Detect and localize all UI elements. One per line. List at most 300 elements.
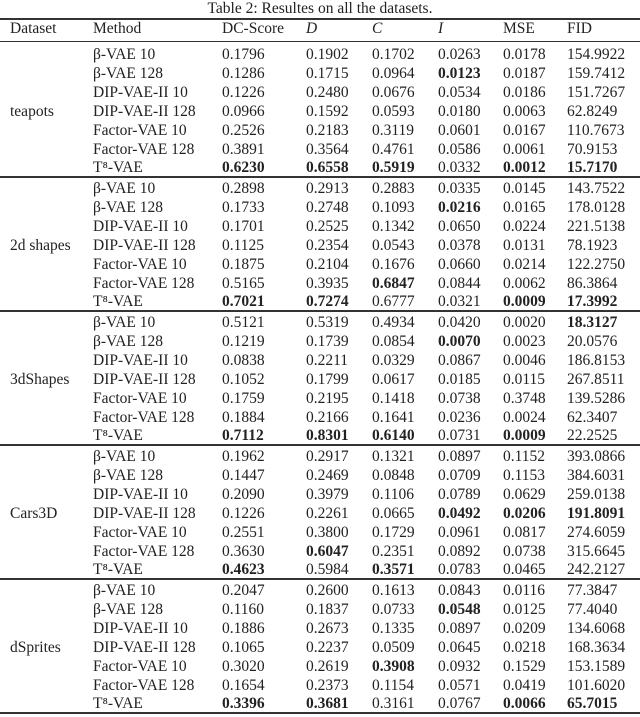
value-cell: 0.0783 — [438, 561, 481, 579]
value-cell: 0.1153 — [503, 466, 546, 484]
method-cell: Factor-VAE 128 — [93, 542, 195, 560]
value-cell: 18.3127 — [567, 314, 618, 331]
method-cell: Factor-VAE 128 — [93, 140, 195, 158]
value-cell: 0.2526 — [222, 121, 265, 139]
value-cell: 0.3020 — [222, 657, 265, 675]
value-cell: 86.3864 — [567, 274, 618, 292]
table-row — [0, 313, 640, 332]
method-cell: T⁸-VAE — [93, 427, 143, 445]
value-cell: 0.1160 — [222, 600, 265, 618]
method-cell: DIP-VAE-II 10 — [93, 485, 188, 503]
value-cell: 0.5319 — [306, 314, 349, 331]
value-cell: 0.0419 — [503, 676, 546, 694]
table-row — [0, 560, 640, 579]
value-cell: 191.8091 — [567, 504, 626, 522]
method-cell: β-VAE 128 — [93, 466, 164, 484]
method-cell: β-VAE 10 — [93, 46, 156, 63]
method-cell: β-VAE 128 — [93, 600, 164, 618]
method-cell: β-VAE 10 — [93, 314, 156, 331]
table-row — [0, 657, 640, 676]
header-method: Method — [93, 20, 142, 37]
value-cell: 0.3891 — [222, 140, 265, 158]
value-cell: 0.1641 — [372, 408, 415, 426]
value-cell: 0.0335 — [438, 180, 481, 197]
value-cell: 17.3992 — [567, 293, 618, 311]
value-cell: 143.7522 — [567, 180, 626, 197]
value-cell: 0.1226 — [222, 504, 265, 522]
table-row — [0, 389, 640, 408]
value-cell: 70.9153 — [567, 140, 618, 158]
dataset-label: 2d shapes — [10, 236, 71, 254]
value-cell: 0.0115 — [503, 370, 546, 388]
value-cell: 0.0165 — [503, 198, 546, 216]
value-cell: 0.5919 — [372, 159, 415, 177]
value-cell: 0.0617 — [372, 370, 415, 388]
dataset-label: Cars3D — [10, 504, 58, 522]
value-cell: 0.0329 — [372, 351, 415, 369]
value-cell: 0.0843 — [438, 582, 481, 599]
value-cell: 101.6020 — [567, 676, 626, 694]
table-row — [0, 45, 640, 64]
value-cell: 0.2883 — [372, 180, 415, 197]
value-cell: 0.1335 — [372, 619, 415, 637]
value-cell: 0.2351 — [372, 542, 415, 560]
value-cell: 0.2917 — [306, 448, 349, 465]
value-cell: 0.0224 — [503, 217, 546, 235]
method-cell: DIP-VAE-II 128 — [93, 236, 196, 254]
method-cell: β-VAE 10 — [93, 582, 156, 599]
header-dc-score: DC-Score — [222, 20, 284, 37]
value-cell: 0.1065 — [222, 638, 265, 656]
value-cell: 139.5286 — [567, 389, 626, 407]
value-cell: 0.0738 — [438, 389, 481, 407]
value-cell: 0.1702 — [372, 46, 415, 63]
value-cell: 267.8511 — [567, 370, 625, 388]
value-cell: 0.0665 — [372, 504, 415, 522]
value-cell: 0.0061 — [503, 140, 546, 158]
value-cell: 0.1676 — [372, 255, 415, 273]
value-cell: 22.2525 — [567, 427, 618, 445]
value-cell: 0.1125 — [222, 236, 265, 254]
value-cell: 178.0128 — [567, 198, 626, 216]
value-cell: 0.1447 — [222, 466, 265, 484]
method-cell: T⁸-VAE — [93, 561, 143, 579]
value-cell: 0.1418 — [372, 389, 415, 407]
value-cell: 0.0187 — [503, 64, 546, 82]
value-cell: 0.0236 — [438, 408, 481, 426]
value-cell: 0.0593 — [372, 102, 415, 120]
table-row — [0, 638, 640, 657]
value-cell: 0.0145 — [503, 180, 546, 197]
table-row — [0, 140, 640, 159]
value-cell: 0.0548 — [438, 600, 481, 618]
header-rule — [0, 41, 640, 42]
value-cell: 0.3800 — [306, 523, 349, 541]
value-cell: 0.0070 — [438, 332, 481, 350]
value-cell: 0.1729 — [372, 523, 415, 541]
method-cell: Factor-VAE 128 — [93, 408, 195, 426]
value-cell: 0.0214 — [503, 255, 546, 273]
table-row — [0, 64, 640, 83]
table-row — [0, 292, 640, 311]
value-cell: 0.0185 — [438, 370, 481, 388]
table-row — [0, 83, 640, 102]
value-cell: 186.8153 — [567, 351, 626, 369]
table-row — [0, 274, 640, 293]
method-cell: Factor-VAE 10 — [93, 657, 187, 675]
value-cell: 0.3908 — [372, 657, 415, 675]
value-cell: 0.2211 — [306, 351, 349, 369]
value-cell: 0.0738 — [503, 542, 546, 560]
value-cell: 0.1226 — [222, 83, 265, 101]
method-cell: β-VAE 128 — [93, 198, 164, 216]
value-cell: 77.4040 — [567, 600, 618, 618]
value-cell: 0.1052 — [222, 370, 265, 388]
value-cell: 0.0009 — [503, 293, 546, 311]
table-row — [0, 121, 640, 140]
value-cell: 20.0576 — [567, 332, 618, 350]
value-cell: 0.1219 — [222, 332, 265, 350]
method-cell: Factor-VAE 128 — [93, 274, 195, 292]
value-cell: 0.0961 — [438, 523, 481, 541]
value-cell: 0.0848 — [372, 466, 415, 484]
method-cell: Factor-VAE 10 — [93, 255, 187, 273]
table-row — [0, 236, 640, 255]
table-row — [0, 426, 640, 445]
method-cell: DIP-VAE-II 10 — [93, 217, 188, 235]
method-cell: DIP-VAE-II 10 — [93, 83, 188, 101]
value-cell: 0.1733 — [222, 198, 265, 216]
value-cell: 0.0709 — [438, 466, 481, 484]
value-cell: 0.4623 — [222, 561, 265, 579]
value-cell: 0.1613 — [372, 582, 415, 599]
value-cell: 0.6230 — [222, 159, 265, 177]
value-cell: 0.7274 — [306, 293, 349, 311]
value-cell: 0.1875 — [222, 255, 265, 273]
value-cell: 65.7015 — [567, 695, 618, 713]
value-cell: 0.2525 — [306, 217, 349, 235]
table-row — [0, 694, 640, 713]
group-rule — [0, 444, 640, 446]
value-cell: 0.0660 — [438, 255, 481, 273]
table-row — [0, 447, 640, 466]
group-rule — [0, 578, 640, 580]
value-cell: 0.2898 — [222, 180, 265, 197]
value-cell: 0.1286 — [222, 64, 265, 82]
table-row — [0, 523, 640, 542]
value-cell: 0.1902 — [306, 46, 349, 63]
dataset-label: dSprites — [10, 638, 61, 656]
value-cell: 0.7112 — [222, 427, 264, 445]
value-cell: 0.2183 — [306, 121, 349, 139]
value-cell: 0.0218 — [503, 638, 546, 656]
method-cell: T⁸-VAE — [93, 695, 143, 713]
value-cell: 0.3119 — [372, 121, 415, 139]
value-cell: 0.0009 — [503, 427, 546, 445]
table-row — [0, 600, 640, 619]
method-cell: β-VAE 10 — [93, 180, 156, 197]
value-cell: 0.0209 — [503, 619, 546, 637]
value-cell: 0.1837 — [306, 600, 349, 618]
value-cell: 0.7021 — [222, 293, 265, 311]
table-row — [0, 542, 640, 561]
value-cell: 0.0645 — [438, 638, 481, 656]
value-cell: 0.2195 — [306, 389, 349, 407]
value-cell: 0.0178 — [503, 46, 546, 63]
value-cell: 0.4761 — [372, 140, 415, 158]
value-cell: 0.6047 — [306, 542, 349, 560]
value-cell: 0.2913 — [306, 180, 349, 197]
dataset-label: 3dShapes — [10, 370, 70, 388]
value-cell: 153.1589 — [567, 657, 626, 675]
value-cell: 0.6847 — [372, 274, 415, 292]
value-cell: 0.0066 — [503, 695, 546, 713]
value-cell: 0.1884 — [222, 408, 265, 426]
value-cell: 0.0263 — [438, 46, 481, 63]
value-cell: 0.0817 — [503, 523, 546, 541]
value-cell: 0.0844 — [438, 274, 481, 292]
value-cell: 0.2619 — [306, 657, 349, 675]
value-cell: 0.2104 — [306, 255, 349, 273]
value-cell: 0.0332 — [438, 159, 481, 177]
header-dataset: Dataset — [10, 20, 57, 37]
value-cell: 0.1739 — [306, 332, 349, 350]
value-cell: 0.0932 — [438, 657, 481, 675]
value-cell: 221.5138 — [567, 217, 626, 235]
value-cell: 0.0601 — [438, 121, 481, 139]
value-cell: 0.3979 — [306, 485, 349, 503]
value-cell: 0.0167 — [503, 121, 546, 139]
method-cell: β-VAE 10 — [93, 448, 156, 465]
value-cell: 259.0138 — [567, 485, 626, 503]
value-cell: 0.1701 — [222, 217, 265, 235]
value-cell: 0.2261 — [306, 504, 349, 522]
value-cell: 0.2480 — [306, 83, 349, 101]
value-cell: 274.6059 — [567, 523, 626, 541]
value-cell: 0.0420 — [438, 314, 481, 331]
group-rule — [0, 310, 640, 312]
method-cell: DIP-VAE-II 10 — [93, 619, 188, 637]
value-cell: 0.0378 — [438, 236, 481, 254]
value-cell: 0.0063 — [503, 102, 546, 120]
header-fid: FID — [567, 20, 592, 37]
value-cell: 0.5984 — [306, 561, 349, 579]
table-row — [0, 351, 640, 370]
value-cell: 0.2047 — [222, 582, 265, 599]
value-cell: 0.0543 — [372, 236, 415, 254]
value-cell: 0.1152 — [503, 448, 546, 465]
value-cell: 0.2469 — [306, 466, 349, 484]
value-cell: 0.1654 — [222, 676, 265, 694]
value-cell: 0.3396 — [222, 695, 265, 713]
value-cell: 0.0023 — [503, 332, 546, 350]
value-cell: 62.3407 — [567, 408, 618, 426]
value-cell: 0.0216 — [438, 198, 481, 216]
value-cell: 0.3161 — [372, 695, 415, 713]
value-cell: 0.1796 — [222, 46, 265, 63]
value-cell: 0.2673 — [306, 619, 349, 637]
value-cell: 0.1799 — [306, 370, 349, 388]
value-cell: 0.0767 — [438, 695, 481, 713]
value-cell: 154.9922 — [567, 46, 626, 63]
method-cell: DIP-VAE-II 128 — [93, 504, 196, 522]
method-cell: T⁸-VAE — [93, 159, 143, 177]
header-d: D — [306, 20, 318, 37]
method-cell: DIP-VAE-II 128 — [93, 370, 196, 388]
value-cell: 77.3847 — [567, 582, 618, 599]
value-cell: 0.0733 — [372, 600, 415, 618]
table-row — [0, 102, 640, 121]
value-cell: 0.0024 — [503, 408, 546, 426]
value-cell: 0.1592 — [306, 102, 349, 120]
header-mse: MSE — [503, 20, 535, 37]
value-cell: 0.1715 — [306, 64, 349, 82]
value-cell: 0.0731 — [438, 427, 481, 445]
value-cell: 0.1342 — [372, 217, 415, 235]
header-c: C — [372, 20, 383, 37]
value-cell: 15.7170 — [567, 159, 618, 177]
table-row — [0, 619, 640, 638]
table-caption: Table 2: Resultes on all the datasets. — [207, 0, 433, 17]
table-row — [0, 676, 640, 695]
value-cell: 0.3564 — [306, 140, 349, 158]
table-row — [0, 504, 640, 523]
value-cell: 0.0062 — [503, 274, 546, 292]
value-cell: 0.5121 — [222, 314, 265, 331]
value-cell: 0.6777 — [372, 293, 415, 311]
value-cell: 0.0892 — [438, 542, 481, 560]
value-cell: 0.5165 — [222, 274, 265, 292]
value-cell: 122.2750 — [567, 255, 626, 273]
value-cell: 0.0571 — [438, 676, 481, 694]
method-cell: β-VAE 128 — [93, 64, 164, 82]
dataset-label: teapots — [10, 102, 54, 120]
method-cell: Factor-VAE 10 — [93, 121, 187, 139]
value-cell: 0.0321 — [438, 293, 481, 311]
value-cell: 0.2373 — [306, 676, 349, 694]
header-row — [0, 19, 640, 38]
value-cell: 0.3681 — [306, 695, 349, 713]
value-cell: 0.2748 — [306, 198, 349, 216]
value-cell: 0.0586 — [438, 140, 481, 158]
value-cell: 168.3634 — [567, 638, 626, 656]
value-cell: 0.0838 — [222, 351, 265, 369]
value-cell: 0.0964 — [372, 64, 415, 82]
table-row — [0, 179, 640, 198]
table-row — [0, 485, 640, 504]
value-cell: 0.2090 — [222, 485, 265, 503]
value-cell: 0.0854 — [372, 332, 415, 350]
value-cell: 0.6558 — [306, 159, 349, 177]
value-cell: 0.0123 — [438, 64, 481, 82]
method-cell: DIP-VAE-II 128 — [93, 102, 196, 120]
value-cell: 0.6140 — [372, 427, 415, 445]
value-cell: 0.0125 — [503, 600, 546, 618]
method-cell: DIP-VAE-II 128 — [93, 638, 196, 656]
value-cell: 134.6068 — [567, 619, 626, 637]
value-cell: 0.3571 — [372, 561, 415, 579]
method-cell: DIP-VAE-II 10 — [93, 351, 188, 369]
value-cell: 0.0534 — [438, 83, 481, 101]
table-row — [0, 255, 640, 274]
value-cell: 0.3630 — [222, 542, 265, 560]
group-rule — [0, 176, 640, 178]
value-cell: 0.1154 — [372, 676, 415, 694]
value-cell: 0.1759 — [222, 389, 265, 407]
value-cell: 0.0867 — [438, 351, 481, 369]
value-cell: 159.7412 — [567, 64, 626, 82]
value-cell: 0.0492 — [438, 504, 481, 522]
table-row — [0, 217, 640, 236]
value-cell: 0.2354 — [306, 236, 349, 254]
method-cell: T⁸-VAE — [93, 293, 143, 311]
value-cell: 0.1886 — [222, 619, 265, 637]
value-cell: 0.0020 — [503, 314, 546, 331]
value-cell: 151.7267 — [567, 83, 626, 101]
value-cell: 0.1106 — [372, 485, 415, 503]
value-cell: 393.0866 — [567, 448, 626, 465]
value-cell: 110.7673 — [567, 121, 625, 139]
value-cell: 0.0465 — [503, 561, 546, 579]
value-cell: 0.0046 — [503, 351, 546, 369]
table-row — [0, 158, 640, 177]
method-cell: Factor-VAE 128 — [93, 676, 195, 694]
bottom-rule — [0, 712, 640, 714]
table-row — [0, 581, 640, 600]
value-cell: 0.0180 — [438, 102, 481, 120]
value-cell: 384.6031 — [567, 466, 626, 484]
value-cell: 0.0116 — [503, 582, 546, 599]
table-row — [0, 466, 640, 485]
method-cell: Factor-VAE 10 — [93, 523, 187, 541]
value-cell: 0.1321 — [372, 448, 415, 465]
value-cell: 78.1923 — [567, 236, 618, 254]
value-cell: 0.0966 — [222, 102, 265, 120]
value-cell: 0.0012 — [503, 159, 546, 177]
method-cell: Factor-VAE 10 — [93, 389, 187, 407]
value-cell: 0.0509 — [372, 638, 415, 656]
value-cell: 315.6645 — [567, 542, 626, 560]
table-row — [0, 408, 640, 427]
method-cell: β-VAE 128 — [93, 332, 164, 350]
value-cell: 62.8249 — [567, 102, 618, 120]
value-cell: 0.0676 — [372, 83, 415, 101]
table-row — [0, 198, 640, 217]
value-cell: 0.0897 — [438, 619, 481, 637]
value-cell: 0.2237 — [306, 638, 349, 656]
value-cell: 0.2600 — [306, 582, 349, 599]
value-cell: 0.0131 — [503, 236, 546, 254]
header-i: I — [438, 20, 444, 37]
value-cell: 0.1093 — [372, 198, 415, 216]
value-cell: 0.4934 — [372, 314, 415, 331]
value-cell: 0.0629 — [503, 485, 546, 503]
value-cell: 0.1962 — [222, 448, 265, 465]
value-cell: 0.8301 — [306, 427, 349, 445]
table-row — [0, 370, 640, 389]
value-cell: 0.3748 — [503, 389, 546, 407]
value-cell: 0.0897 — [438, 448, 481, 465]
value-cell: 0.0186 — [503, 83, 546, 101]
value-cell: 0.2551 — [222, 523, 265, 541]
table-row — [0, 332, 640, 351]
value-cell: 0.0206 — [503, 504, 546, 522]
value-cell: 0.3935 — [306, 274, 349, 292]
value-cell: 0.1529 — [503, 657, 546, 675]
value-cell: 0.0789 — [438, 485, 481, 503]
value-cell: 0.2166 — [306, 408, 349, 426]
value-cell: 242.2127 — [567, 561, 626, 579]
